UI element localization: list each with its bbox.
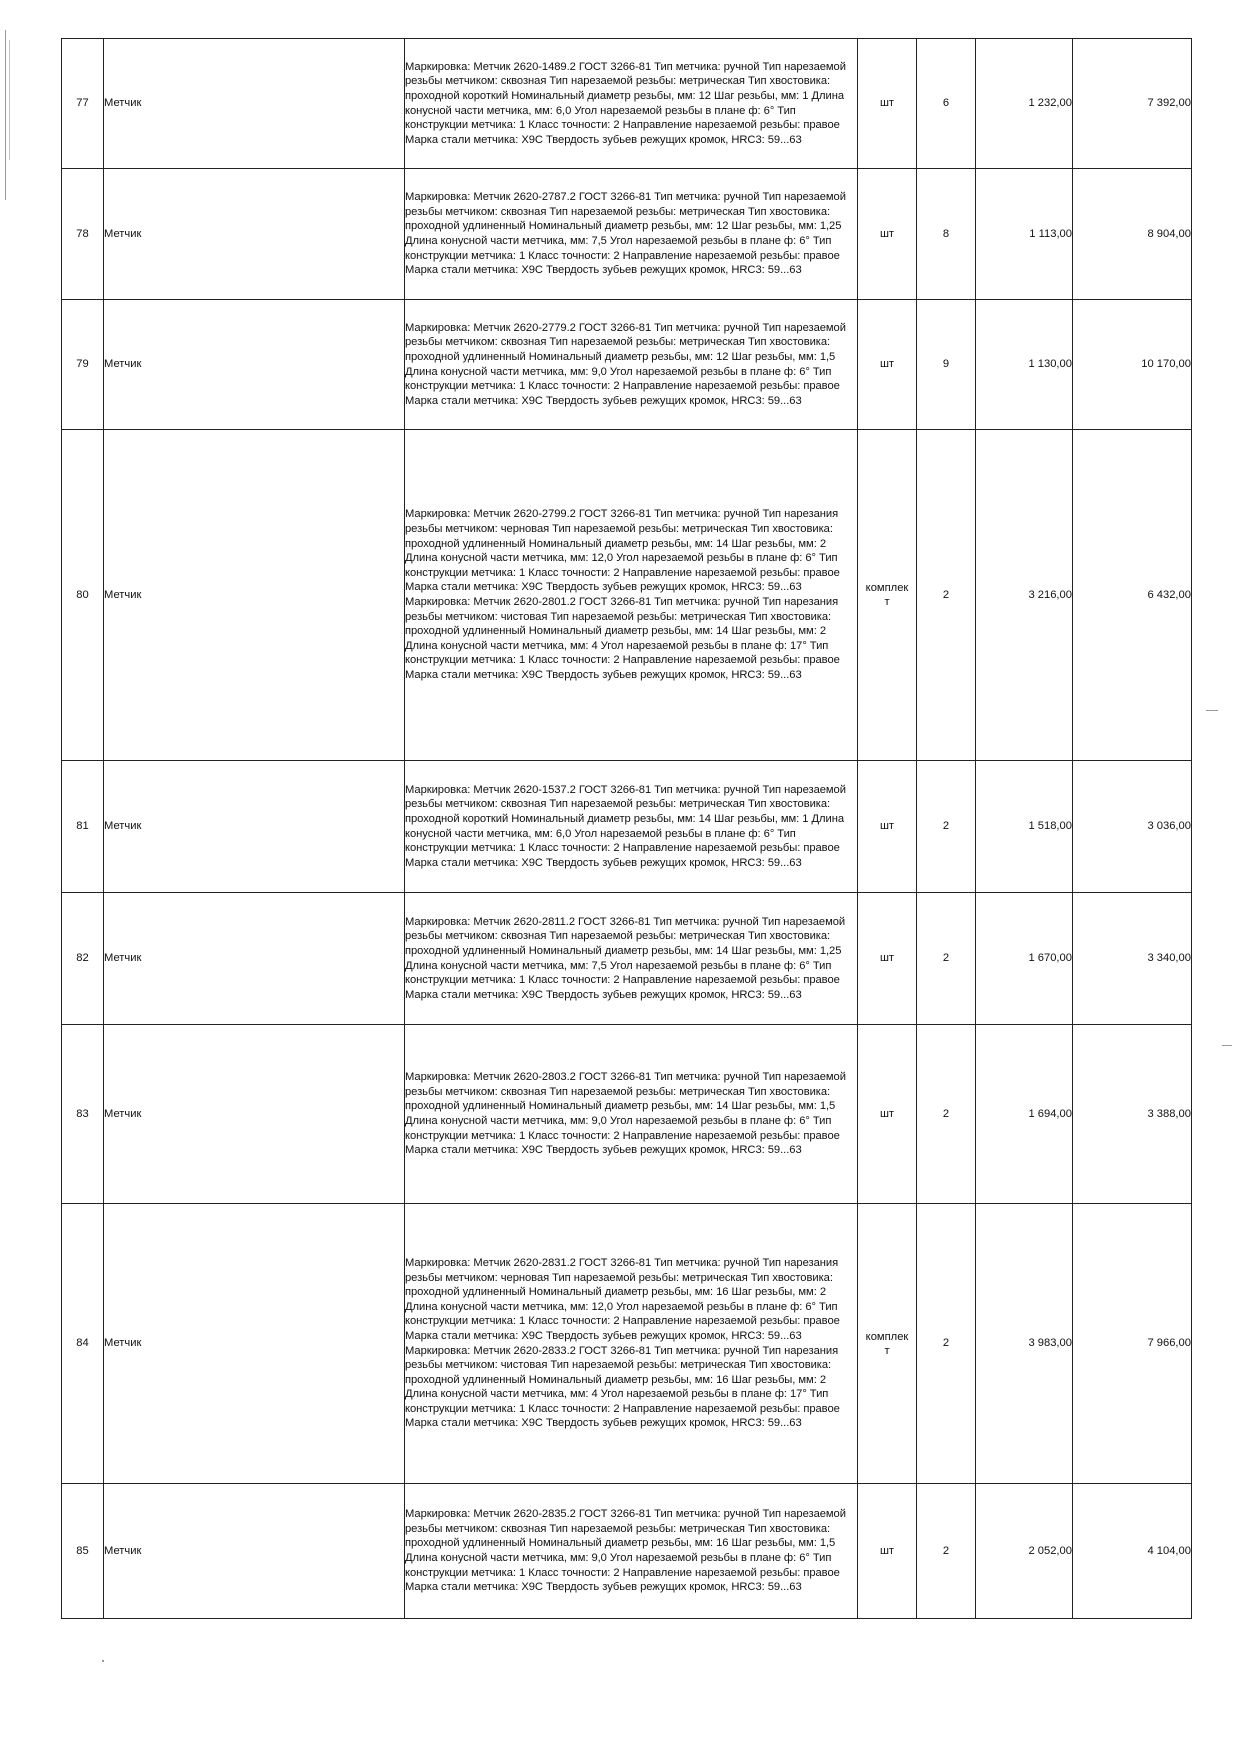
total-cell: 10 170,00: [1073, 300, 1192, 430]
total-cell: 3 388,00: [1073, 1025, 1192, 1204]
table-row: [62, 430, 1192, 761]
item-name-cell: Метчик: [104, 1484, 405, 1619]
goods-table: [61, 38, 1192, 1619]
unit-price-cell: 3 983,00: [976, 1204, 1073, 1484]
item-number-cell: 82: [62, 893, 104, 1025]
item-description-cell: Маркировка: Метчик 2620-2799.2 ГОСТ 3266-81 Тип метчика: ручной Тип нарезания резьбы метчиком: черновая Тип нарезаемой резьбы: метрическая Тип хвостовика: проходной удлиненный Номинальный диаметр резьбы, мм: 14 Шаг резьбы, мм: 2 Длина конусной части метчика, мм: 12,0 Угол нарезаемой резьбы в плане ф: 6° Тип конструкции метчика: 1 Класс точности: 2 Направление нарезаемой резьбы: правое Марка стали метчика: Х9С Твердость зубьев режущих кромок, HRC3: 59...63 Маркировка: Метчик 2620-2801.2 ГОСТ 3266-81 Тип метчика: ручной Тип нарезания резьбы метчиком: чистовая Тип нарезаемой резьбы: метрическая Тип хвостовика: проходной удлиненный Номинальный диаметр резьбы, мм: 14 Шаг резьбы, мм: 2 Длина конусной части метчика, мм: 4 Угол нарезаемой резьбы в плане ф: 17° Тип конструкции метчика: 1 Класс точности: 2 Направление нарезаемой резьбы: правое Марка стали метчика: Х9С Твердость зубьев режущих кромок, HRC3: 59...63: [405, 430, 858, 761]
table-row: [62, 169, 1192, 300]
unit-price-cell: 2 052,00: [976, 1484, 1073, 1619]
item-name-cell: Метчик: [104, 893, 405, 1025]
item-number-cell: 81: [62, 761, 104, 893]
unit-cell: шт: [858, 169, 917, 300]
item-number-cell: 77: [62, 39, 104, 169]
item-number-cell: 80: [62, 430, 104, 761]
item-name-cell: Метчик: [104, 169, 405, 300]
total-cell: 3 036,00: [1073, 761, 1192, 893]
unit-cell: шт: [858, 39, 917, 169]
item-name-cell: Метчик: [104, 300, 405, 430]
item-description-cell: Маркировка: Метчик 2620-1489.2 ГОСТ 3266-81 Тип метчика: ручной Тип нарезаемой резьбы метчиком: сквозная Тип нарезаемой резьбы: метрическая Тип хвостовика: проходной короткий Номинальный диаметр резьбы, мм: 12 Шаг резьбы, мм: 1 Длина конусной части метчика, мм: 6,0 Угол нарезаемой резьбы в плане ф: 6° Тип конструкции метчика: 1 Класс точности: 2 Направление нарезаемой резьбы: правое Марка стали метчика: Х9С Твердость зубьев режущих кромок, HRC3: 59...63: [405, 39, 858, 169]
quantity-cell: 8: [917, 169, 976, 300]
quantity-cell: 2: [917, 430, 976, 761]
scan-edge-mark: [1206, 710, 1218, 711]
unit-cell: шт: [858, 893, 917, 1025]
table-row: [62, 39, 1192, 169]
quantity-cell: 2: [917, 1025, 976, 1204]
total-cell: 3 340,00: [1073, 893, 1192, 1025]
unit-price-cell: 1 232,00: [976, 39, 1073, 169]
item-number-cell: 79: [62, 300, 104, 430]
unit-cell: шт: [858, 1484, 917, 1619]
item-description-cell: Маркировка: Метчик 2620-2787.2 ГОСТ 3266-81 Тип метчика: ручной Тип нарезаемой резьбы метчиком: сквозная Тип нарезаемой резьбы: метрическая Тип хвостовика: проходной удлиненный Номинальный диаметр резьбы, мм: 12 Шаг резьбы, мм: 1,25 Длина конусной части метчика, мм: 7,5 Угол нарезаемой резьбы в плане ф: 6° Тип конструкции метчика: 1 Класс точности: 2 Направление нарезаемой резьбы: правое Марка стали метчика: Х9С Твердость зубьев режущих кромок, HRC3: 59...63: [405, 169, 858, 300]
item-number-cell: 84: [62, 1204, 104, 1484]
item-description-cell: Маркировка: Метчик 2620-2811.2 ГОСТ 3266-81 Тип метчика: ручной Тип нарезаемой резьбы метчиком: сквозная Тип нарезаемой резьбы: метрическая Тип хвостовика: проходной удлиненный Номинальный диаметр резьбы, мм: 14 Шаг резьбы, мм: 1,25 Длина конусной части метчика, мм: 7,5 Угол нарезаемой резьбы в плане ф: 6° Тип конструкции метчика: 1 Класс точности: 2 Направление нарезаемой резьбы: правое Марка стали метчика: Х9С Твердость зубьев режущих кромок, HRC3: 59...63: [405, 893, 858, 1025]
table-row: [62, 1204, 1192, 1484]
unit-cell: шт: [858, 300, 917, 430]
quantity-cell: 2: [917, 761, 976, 893]
unit-cell: шт: [858, 1025, 917, 1204]
scan-edge-mark: [102, 1660, 104, 1662]
unit-price-cell: 1 694,00: [976, 1025, 1073, 1204]
quantity-cell: 2: [917, 1484, 976, 1619]
table-row: [62, 893, 1192, 1025]
unit-price-cell: 1 670,00: [976, 893, 1073, 1025]
unit-price-cell: 3 216,00: [976, 430, 1073, 761]
unit-price-cell: 1 518,00: [976, 761, 1073, 893]
unit-price-cell: 1 113,00: [976, 169, 1073, 300]
quantity-cell: 2: [917, 893, 976, 1025]
unit-cell: комплект: [858, 430, 917, 761]
table-row: [62, 1025, 1192, 1204]
unit-cell: комплект: [858, 1204, 917, 1484]
item-description-cell: Маркировка: Метчик 2620-2803.2 ГОСТ 3266-81 Тип метчика: ручной Тип нарезаемой резьбы метчиком: сквозная Тип нарезаемой резьбы: метрическая Тип хвостовика: проходной удлиненный Номинальный диаметр резьбы, мм: 14 Шаг резьбы, мм: 1,5 Длина конусной части метчика, мм: 9,0 Угол нарезаемой резьбы в плане ф: 6° Тип конструкции метчика: 1 Класс точности: 2 Направление нарезаемой резьбы: правое Марка стали метчика: Х9С Твердость зубьев режущих кромок, HRC3: 59...63: [405, 1025, 858, 1204]
total-cell: 6 432,00: [1073, 430, 1192, 761]
total-cell: 7 392,00: [1073, 39, 1192, 169]
unit-cell: шт: [858, 761, 917, 893]
quantity-cell: 2: [917, 1204, 976, 1484]
total-cell: 4 104,00: [1073, 1484, 1192, 1619]
scan-edge-mark: [1222, 1045, 1232, 1046]
item-description-cell: Маркировка: Метчик 2620-2779.2 ГОСТ 3266-81 Тип метчика: ручной Тип нарезаемой резьбы метчиком: сквозная Тип нарезаемой резьбы: метрическая Тип хвостовика: проходной удлиненный Номинальный диаметр резьбы, мм: 12 Шаг резьбы, мм: 1,5 Длина конусной части метчика, мм: 9,0 Угол нарезаемой резьбы в плане ф: 6° Тип конструкции метчика: 1 Класс точности: 2 Направление нарезаемой резьбы: правое Марка стали метчика: Х9С Твердость зубьев режущих кромок, HRC3: 59...63: [405, 300, 858, 430]
item-name-cell: Метчик: [104, 430, 405, 761]
item-name-cell: Метчик: [104, 761, 405, 893]
item-description-cell: Маркировка: Метчик 2620-2831.2 ГОСТ 3266-81 Тип метчика: ручной Тип нарезания резьбы метчиком: черновая Тип нарезаемой резьбы: метрическая Тип хвостовика: проходной удлиненный Номинальный диаметр резьбы, мм: 16 Шаг резьбы, мм: 2 Длина конусной части метчика, мм: 12,0 Угол нарезаемой резьбы в плане ф: 6° Тип конструкции метчика: 1 Класс точности: 2 Направление нарезаемой резьбы: правое Марка стали метчика: Х9С Твердость зубьев режущих кромок, HRC3: 59...63 Маркировка: Метчик 2620-2833.2 ГОСТ 3266-81 Тип метчика: ручной Тип нарезания резьбы метчиком: чистовая Тип нарезаемой резьбы: метрическая Тип хвостовика: проходной удлиненный Номинальный диаметр резьбы, мм: 16 Шаг резьбы, мм: 2 Длина конусной части метчика, мм: 4 Угол нарезаемой резьбы в плане ф: 17° Тип конструкции метчика: 1 Класс точности: 2 Направление нарезаемой резьбы: правое Марка стали метчика: Х9С Твердость зубьев режущих кромок, HRC3: 59...63: [405, 1204, 858, 1484]
scan-edge-mark: [5, 30, 6, 200]
item-number-cell: 85: [62, 1484, 104, 1619]
quantity-cell: 6: [917, 39, 976, 169]
scan-edge-mark: [9, 40, 10, 160]
item-description-cell: Маркировка: Метчик 2620-2835.2 ГОСТ 3266-81 Тип метчика: ручной Тип нарезаемой резьбы метчиком: сквозная Тип нарезаемой резьбы: метрическая Тип хвостовика: проходной удлиненный Номинальный диаметр резьбы, мм: 16 Шаг резьбы, мм: 1,5 Длина конусной части метчика, мм: 9,0 Угол нарезаемой резьбы в плане ф: 6° Тип конструкции метчика: 1 Класс точности: 2 Направление нарезаемой резьбы: правое Марка стали метчика: Х9С Твердость зубьев режущих кромок, HRC3: 59...63: [405, 1484, 858, 1619]
total-cell: 7 966,00: [1073, 1204, 1192, 1484]
item-name-cell: Метчик: [104, 39, 405, 169]
item-number-cell: 83: [62, 1025, 104, 1204]
item-name-cell: Метчик: [104, 1025, 405, 1204]
quantity-cell: 9: [917, 300, 976, 430]
total-cell: 8 904,00: [1073, 169, 1192, 300]
item-description-cell: Маркировка: Метчик 2620-1537.2 ГОСТ 3266-81 Тип метчика: ручной Тип нарезаемой резьбы метчиком: сквозная Тип нарезаемой резьбы: метрическая Тип хвостовика: проходной короткий Номинальный диаметр резьбы, мм: 14 Шаг резьбы, мм: 1 Длина конусной части метчика, мм: 6,0 Угол нарезаемой резьбы в плане ф: 6° Тип конструкции метчика: 1 Класс точности: 2 Направление нарезаемой резьбы: правое Марка стали метчика: Х9С Твердость зубьев режущих кромок, HRC3: 59...63: [405, 761, 858, 893]
table-row: [62, 300, 1192, 430]
item-name-cell: Метчик: [104, 1204, 405, 1484]
table-row: [62, 1484, 1192, 1619]
table-row: [62, 761, 1192, 893]
item-number-cell: 78: [62, 169, 104, 300]
unit-price-cell: 1 130,00: [976, 300, 1073, 430]
